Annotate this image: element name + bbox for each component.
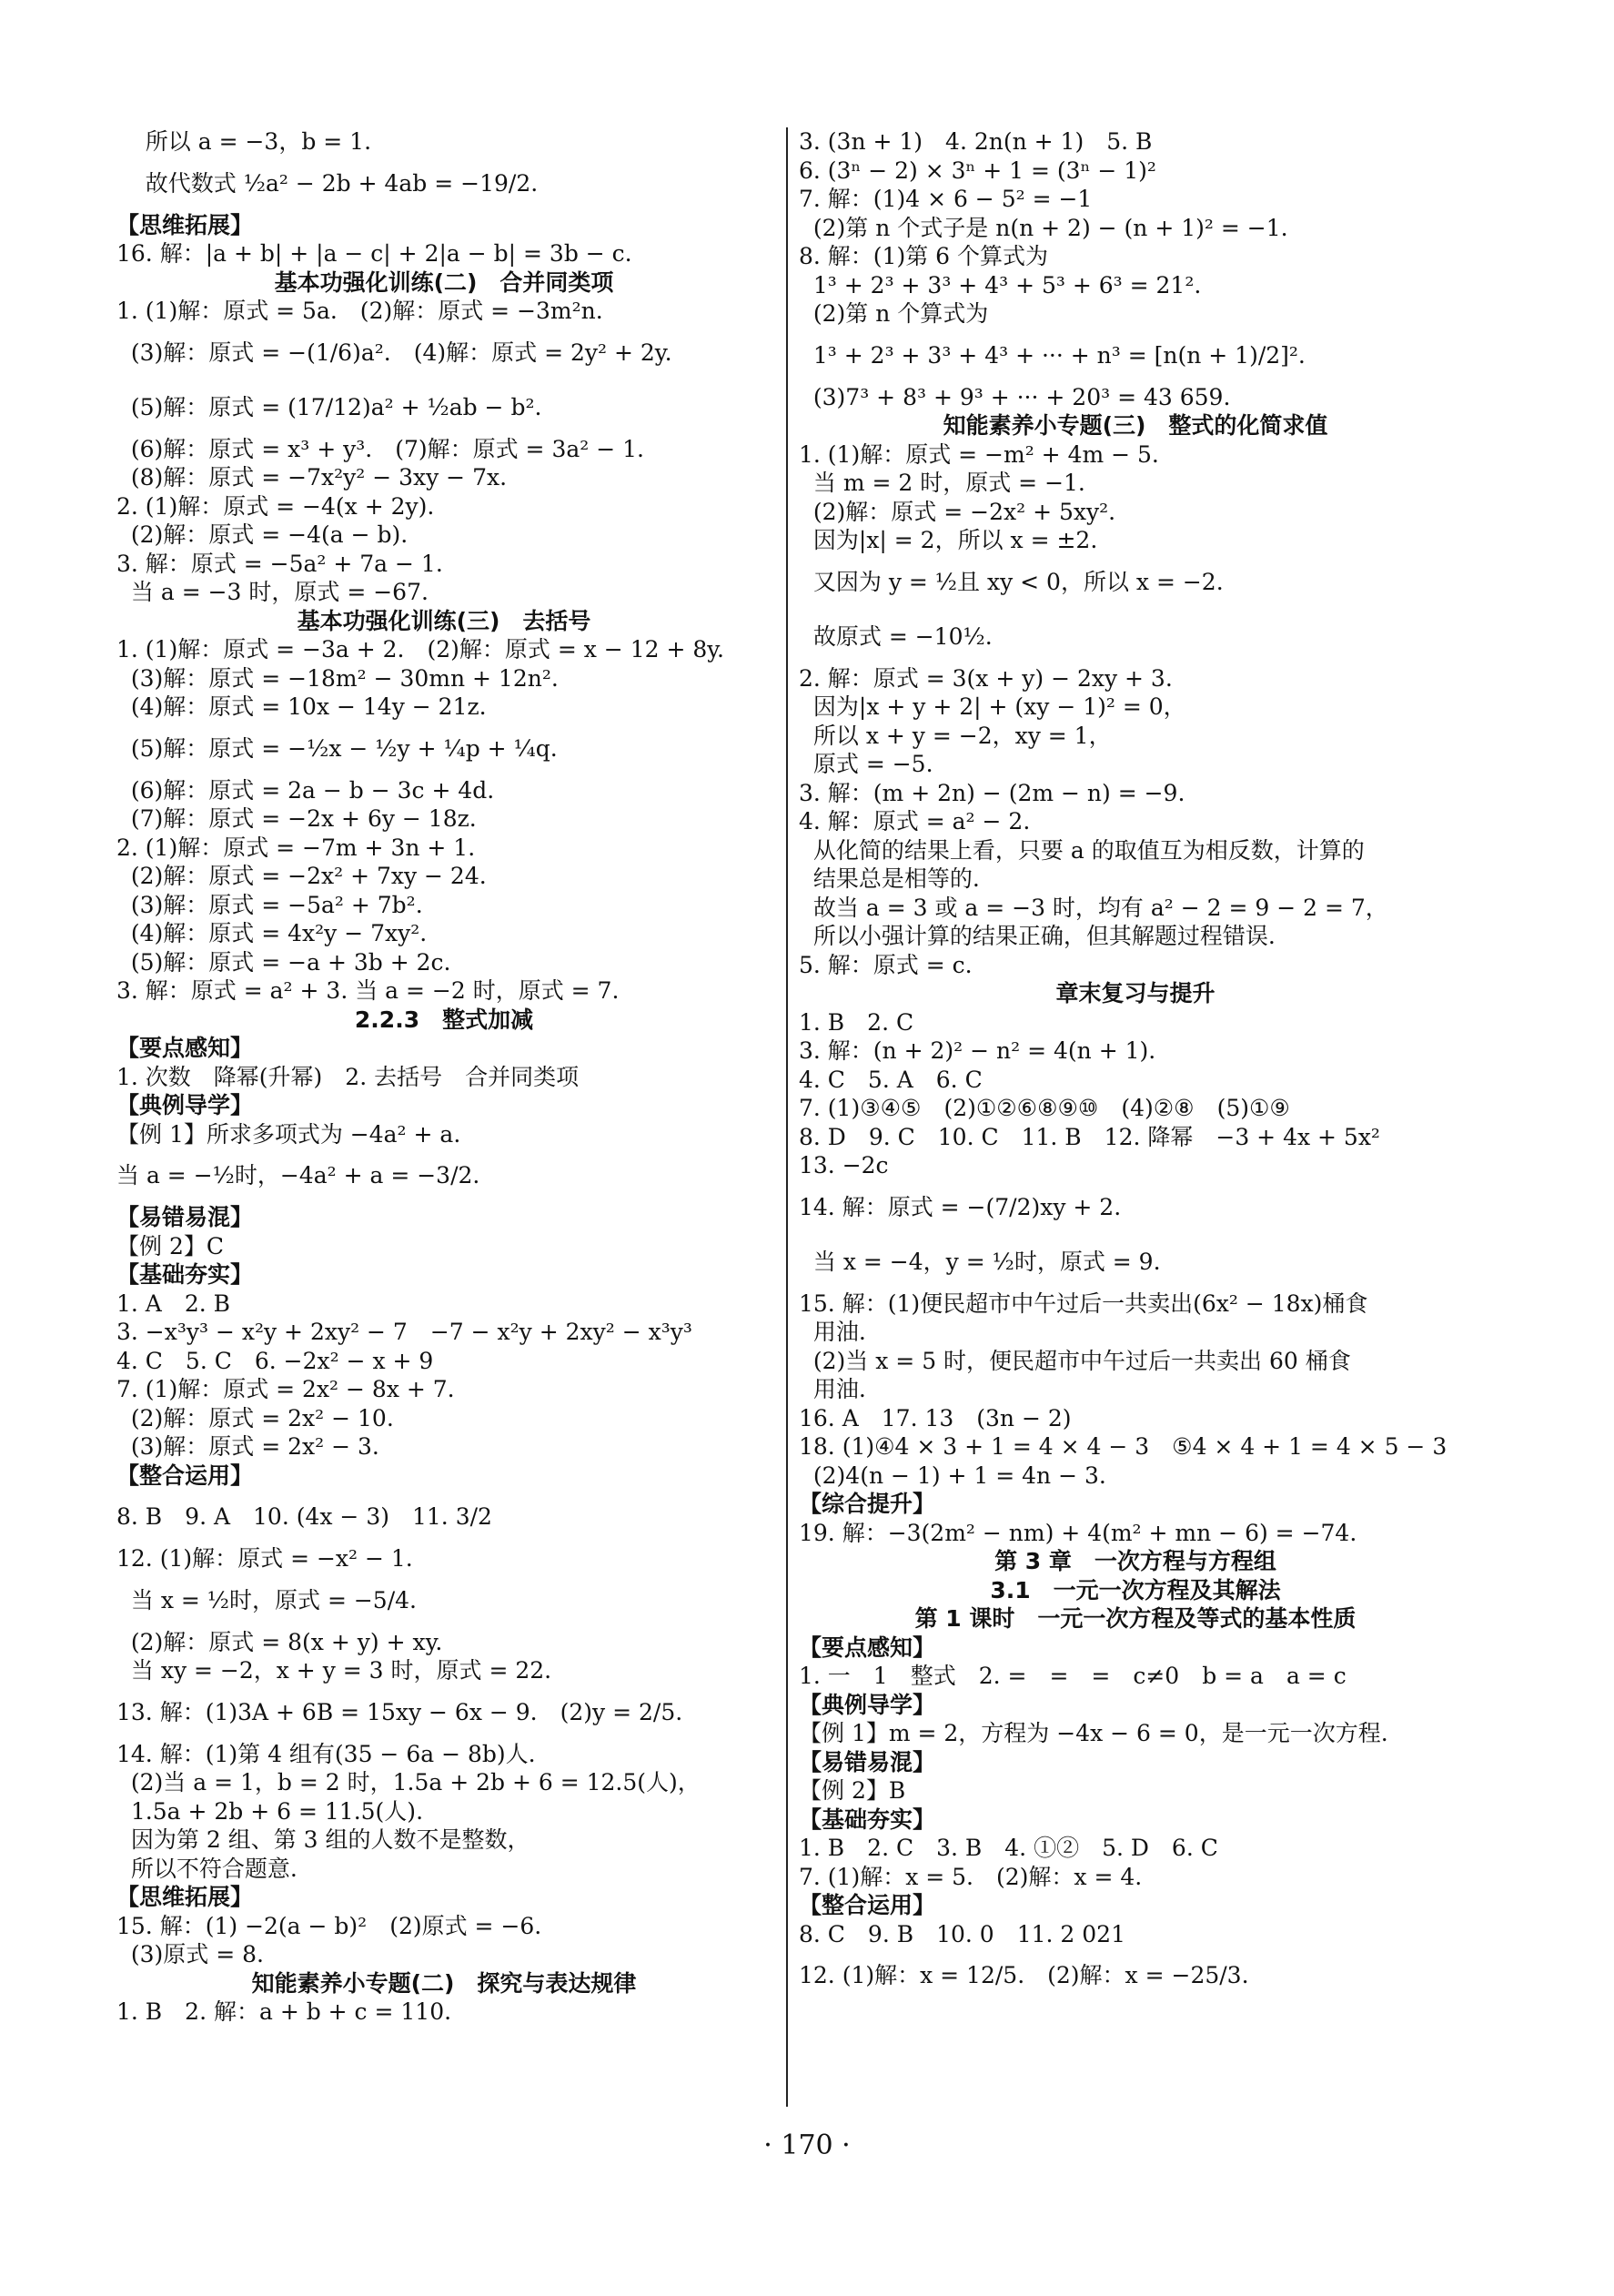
answer-line: 1. B 2. C 3. B 4. ①② 5. D 6. C: [799, 1835, 1218, 1861]
answer-line: 当 x = −4，y = ½时，原式 = 9.: [799, 1248, 1161, 1275]
answer-line: 4. 解：原式 = a² − 2.: [799, 808, 1031, 834]
answer-line: (3)解：原式 = −18m² − 30mn + 12n².: [116, 664, 559, 692]
answer-line: 8. D 9. C 10. C 11. B 12. 降幂 −3 + 4x + 5x²: [799, 1123, 1380, 1150]
answer-line: 用油.: [799, 1376, 866, 1402]
answer-line: (2)解：原式 = 2x² − 10.: [116, 1404, 394, 1431]
answer-line: 8. B 9. A 10. (4x − 3) 11. 3/2: [116, 1503, 492, 1530]
answer-line: 3. 解：原式 = −5a² + 7a − 1.: [116, 550, 443, 577]
answer-line: (2)4(n − 1) + 1 = 4n − 3.: [799, 1462, 1106, 1489]
answer-line: (2)当 x = 5 时，便民超市中午过后一共卖出 60 桶食: [799, 1347, 1351, 1374]
answer-line: 3. 解：原式 = a² + 3. 当 a = −2 时，原式 = 7.: [116, 977, 620, 1004]
answer-line: 当 m = 2 时，原式 = −1.: [799, 470, 1085, 496]
answer-line: 1. (1)解：原式 = −m² + 4m − 5.: [799, 440, 1159, 468]
answer-line: 13. −2c: [799, 1152, 889, 1178]
answer-line: (4)解：原式 = 4x²y − 7xy².: [116, 920, 428, 946]
answer-line: 2. 解：原式 = 3(x + y) − 2xy + 3.: [799, 664, 1173, 692]
section-label: 【要点感知】: [799, 1633, 936, 1661]
answer-line: (2)解：原式 = −2x² + 7xy − 24.: [116, 863, 487, 889]
answer-line: 8. C 9. B 10. 0 11. 2 021: [799, 1920, 1125, 1947]
answer-line: 12. (1)解：x = 12/5. (2)解：x = −25/3.: [799, 1962, 1249, 1988]
answer-line: (7)解：原式 = −2x + 6y − 18z.: [116, 805, 477, 832]
answer-line: 15. 解：(1) −2(a − b)² (2)原式 = −6.: [116, 1912, 542, 1939]
answer-line: 16. 解：|a + b| + |a − c| + 2|a − b| = 3b − c.: [116, 240, 632, 267]
section-heading: 基本功强化训练(三) 去括号: [297, 607, 591, 634]
answer-line: 3. −x³y³ − x²y + 2xy² − 7 −7 − x²y + 2xy² − x³y³: [116, 1319, 692, 1345]
answer-line: 当 a = −3 时，原式 = −67.: [116, 579, 429, 605]
answer-line: 7. 解：(1)4 × 6 − 5² = −1: [799, 186, 1093, 212]
answer-line: (2)解：原式 = −2x² + 5xy².: [799, 498, 1116, 525]
answer-line: 19. 解：−3(2m² − nm) + 4(m² + mn − 6) = −74.: [799, 1519, 1357, 1546]
answer-line: 4. C 5. A 6. C: [799, 1066, 983, 1093]
answer-line: 1. (1)解：原式 = −3a + 2. (2)解：原式 = x − 12 + 8y.: [116, 636, 725, 663]
section-label: 【综合提升】: [799, 1491, 936, 1517]
answer-line: 因为第 2 组、第 3 组的人数不是整数，: [116, 1826, 530, 1853]
answer-line: 1. 一 1 整式 2. = = = c≠0 b = a a = c: [799, 1663, 1347, 1689]
answer-line: 16. A 17. 13 (3n − 2): [799, 1404, 1072, 1431]
answer-line: (3)解：原式 = −5a² + 7b².: [116, 891, 423, 918]
answer-line: 13. 解：(1)3A + 6B = 15xy − 6x − 9. (2)y = 2/5.: [116, 1698, 683, 1725]
answer-line: (2)第 n 个式子是 n(n + 2) − (n + 1)² = −1.: [799, 214, 1288, 241]
page-number: · 170 ·: [763, 2129, 851, 2161]
section-heading: 知能素养小专题(三) 整式的化简求值: [943, 412, 1328, 439]
answer-line: (5)解：原式 = −½x − ½y + ¼p + ¼q.: [116, 734, 558, 762]
answer-line: 当 xy = −2，x + y = 3 时，原式 = 22.: [116, 1657, 552, 1684]
answer-line: 所以小强计算的结果正确，但其解题过程错误.: [799, 923, 1276, 949]
answer-line: 6. (3ⁿ − 2) × 3ⁿ + 1 = (3ⁿ − 1)²: [799, 157, 1156, 184]
answer-line: 4. C 5. C 6. −2x² − x + 9: [116, 1347, 434, 1374]
answer-line: 7. (1)解：原式 = 2x² − 8x + 7.: [116, 1376, 455, 1402]
section-label: 【基础夯实】: [799, 1805, 936, 1833]
answer-line: 18. (1)④4 × 3 + 1 = 4 × 4 − 3 ⑤4 × 4 + 1 = 4 × 5 − 3: [799, 1433, 1448, 1460]
answer-line: 【例 2】C: [116, 1232, 224, 1259]
answer-line: 【例 1】m = 2，方程为 −4x − 6 = 0，是一元一次方程.: [799, 1720, 1388, 1746]
answer-line: 1³ + 2³ + 3³ + 4³ + ··· + n³ = [n(n + 1)/2]².: [799, 341, 1306, 369]
right-column: [799, 127, 1472, 2003]
answer-line: 7. (1)③④⑤ (2)①②⑥⑧⑨⑩ (4)②⑧ (5)①⑨: [799, 1095, 1290, 1121]
answer-line: 用油.: [799, 1319, 866, 1345]
section-heading: 第 1 课时 一元一次方程及等式的基本性质: [914, 1605, 1357, 1632]
answer-line: (3)解：原式 = −(1/6)a². (4)解：原式 = 2y² + 2y.: [116, 339, 672, 366]
section-label: 【整合运用】: [799, 1892, 936, 1918]
section-heading: 第 3 章 一次方程与方程组: [994, 1548, 1276, 1574]
answer-line: 所以不符合题意.: [116, 1855, 298, 1882]
answer-line: 结果总是相等的.: [799, 865, 980, 892]
section-label: 【易错易混】: [799, 1748, 936, 1775]
answer-line: (6)解：原式 = x³ + y³. (7)解：原式 = 3a² − 1.: [116, 435, 644, 462]
answer-line: 14. 解：原式 = −(7/2)xy + 2.: [799, 1193, 1122, 1220]
answer-line: 所以 a = −3，b = 1.: [116, 128, 372, 155]
answer-line: 1. (1)解：原式 = 5a. (2)解：原式 = −3m²n.: [116, 298, 603, 324]
section-heading: 章末复习与提升: [1055, 980, 1216, 1006]
section-label: 【典例导学】: [116, 1092, 254, 1118]
answer-line: (2)第 n 个算式为: [799, 300, 989, 327]
answer-line: (2)解：原式 = −4(a − b).: [116, 521, 409, 548]
answer-line: (2)当 a = 1，b = 2 时，1.5a + 2b + 6 = 12.5(人)，: [116, 1769, 701, 1795]
answer-line: (5)解：原式 = −a + 3b + 2c.: [116, 948, 451, 976]
section-heading: 知能素养小专题(二) 探究与表达规律: [251, 1969, 637, 1997]
answer-line: 1. 次数 降幂(升幂) 2. 去括号 合并同类项: [116, 1063, 580, 1090]
answer-line: (3)解：原式 = 2x² − 3.: [116, 1433, 379, 1460]
answer-line: 2. (1)解：原式 = −4(x + 2y).: [116, 492, 435, 520]
answer-line: 故代数式 ½a² − 2b + 4ab = −19/2.: [116, 169, 539, 197]
section-label: 【易错易混】: [116, 1204, 254, 1230]
section-label: 【思维拓展】: [116, 211, 254, 238]
answer-line: 5. 解：原式 = c.: [799, 951, 973, 978]
answer-line: 因为|x| = 2，所以 x = ±2.: [799, 527, 1098, 553]
answer-line: 8. 解：(1)第 6 个算式为: [799, 243, 1049, 269]
left-column: [116, 127, 772, 2027]
answer-line: 【例 2】B: [799, 1777, 906, 1804]
answer-line: 因为|x + y + 2| + (xy − 1)² = 0，: [799, 693, 1186, 720]
answer-line: 3. (3n + 1) 4. 2n(n + 1) 5. B: [799, 128, 1153, 155]
answer-line: 2. (1)解：原式 = −7m + 3n + 1.: [116, 834, 476, 861]
answer-line: 1. B 2. C: [799, 1008, 914, 1036]
section-heading: 3.1 一元一次方程及其解法: [990, 1576, 1281, 1603]
answer-line: 1³ + 2³ + 3³ + 4³ + 5³ + 6³ = 21².: [799, 271, 1202, 298]
answer-line: 7. (1)解：x = 5. (2)解：x = 4.: [799, 1863, 1143, 1890]
answer-line: 1. A 2. B: [116, 1290, 231, 1317]
answer-line: (4)解：原式 = 10x − 14y − 21z.: [116, 693, 487, 720]
answer-line: 1.5a + 2b + 6 = 11.5(人).: [116, 1797, 424, 1825]
answer-line: 故当 a = 3 或 a = −3 时，均有 a² − 2 = 9 − 2 = 7，: [799, 894, 1388, 921]
answer-line: 12. (1)解：原式 = −x² − 1.: [116, 1545, 413, 1572]
answer-line: 3. 解：(m + 2n) − (2m − n) = −9.: [799, 779, 1185, 806]
section-label: 【要点感知】: [116, 1035, 254, 1061]
answer-line: 又因为 y = ½且 xy < 0，所以 x = −2.: [799, 568, 1224, 595]
section-label: 【基础夯实】: [116, 1261, 254, 1288]
answer-line: (6)解：原式 = 2a − b − 3c + 4d.: [116, 776, 495, 804]
column-divider: [786, 127, 788, 2107]
answer-line: 从化简的结果上看，只要 a 的取值互为相反数，计算的: [799, 836, 1365, 864]
answer-line: 当 a = −½时，−4a² + a = −3/2.: [116, 1162, 480, 1188]
answer-line: (3)原式 = 8.: [116, 1941, 264, 1967]
answer-line: (3)7³ + 8³ + 9³ + ··· + 20³ = 43 659.: [799, 383, 1231, 410]
answer-line: 故原式 = −10½.: [799, 622, 993, 650]
section-heading: 基本功强化训练(二) 合并同类项: [274, 268, 614, 296]
answer-line: 14. 解：(1)第 4 组有(35 − 6a − 8b)人.: [116, 1740, 536, 1767]
answer-line: 3. 解：(n + 2)² − n² = 4(n + 1).: [799, 1037, 1156, 1064]
answer-line: (8)解：原式 = −7x²y² − 3xy − 7x.: [116, 464, 508, 491]
answer-line: 【例 1】所求多项式为 −4a² + a.: [116, 1120, 461, 1148]
section-heading: 2.2.3 整式加减: [354, 1006, 534, 1033]
answer-line: (5)解：原式 = (17/12)a² + ½ab − b².: [116, 393, 542, 420]
section-label: 【思维拓展】: [116, 1884, 254, 1910]
section-label: 【整合运用】: [116, 1462, 254, 1489]
answer-line: 15. 解：(1)便民超市中午过后一共卖出(6x² − 18x)桶食: [799, 1290, 1368, 1317]
answer-line: 当 x = ½时，原式 = −5/4.: [116, 1586, 417, 1613]
answer-line: 1. B 2. 解：a + b + c = 110.: [116, 1998, 452, 2025]
answer-line: 所以 x + y = −2，xy = 1，: [799, 722, 1112, 749]
section-label: 【典例导学】: [799, 1691, 936, 1718]
answer-line: (2)解：原式 = 8(x + y) + xy.: [116, 1628, 443, 1655]
answer-line: 原式 = −5.: [799, 751, 933, 777]
